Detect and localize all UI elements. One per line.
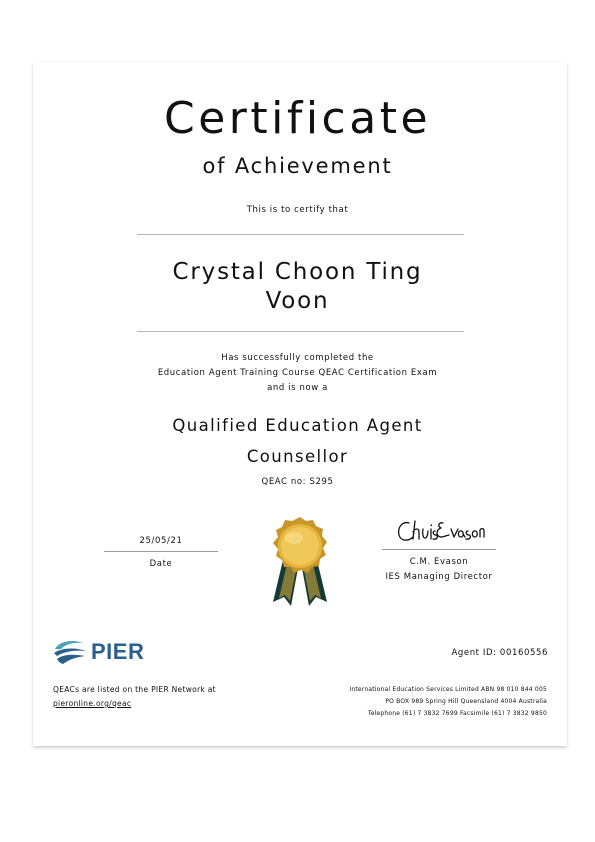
signature-rule	[382, 549, 496, 550]
name-bottom-rule	[137, 331, 464, 332]
name-top-rule	[137, 234, 464, 235]
pier-network-link[interactable]: pieronline.org/qeac	[53, 699, 132, 708]
recipient-name	[0, 258, 595, 316]
date-value: 25/05/21	[139, 536, 183, 546]
certificate-title: Certificate	[163, 93, 432, 144]
qualification-title	[0, 410, 595, 472]
completed-line1: Has successfully completed the	[221, 353, 374, 363]
date-label: Date	[149, 559, 173, 569]
certify-text: This is to certify that	[246, 205, 349, 215]
pier-logo	[53, 639, 144, 665]
signatory-name: C.M. Evason	[409, 557, 469, 567]
company-line2: PO BOX 989 Spring Hill Queensland 4004 Australia	[385, 698, 547, 705]
qeac-number: QEAC no: S295	[261, 477, 334, 487]
signature-image	[395, 517, 485, 547]
completed-line3: and is now a	[267, 383, 328, 393]
pier-logo-icon	[53, 639, 87, 665]
listed-text: QEACs are listed on the PIER Network at	[53, 685, 216, 694]
date-rule	[104, 551, 218, 552]
qualification-line2: Counsellor	[246, 447, 349, 466]
completed-line2: Education Agent Training Course QEAC Certification Exam	[157, 368, 438, 378]
recipient-name-line1: Crystal Choon Ting	[172, 259, 423, 285]
medal-seal-icon	[267, 516, 333, 608]
qualification-line1: Qualified Education Agent	[172, 416, 423, 435]
agent-id: Agent ID: 00160556	[451, 648, 548, 658]
company-line3: Telephone (61) 7 3832 7699 Facsimile (61) 7 3832 9850	[367, 710, 547, 717]
pier-logo-text: PIER	[91, 639, 145, 664]
company-line1: International Education Services Limited ABN 98 010 844 005	[349, 686, 547, 693]
signatory-title: IES Managing Director	[385, 572, 493, 582]
recipient-name-line2: Voon	[265, 288, 330, 314]
certificate-subtitle: of Achievement	[202, 154, 393, 178]
